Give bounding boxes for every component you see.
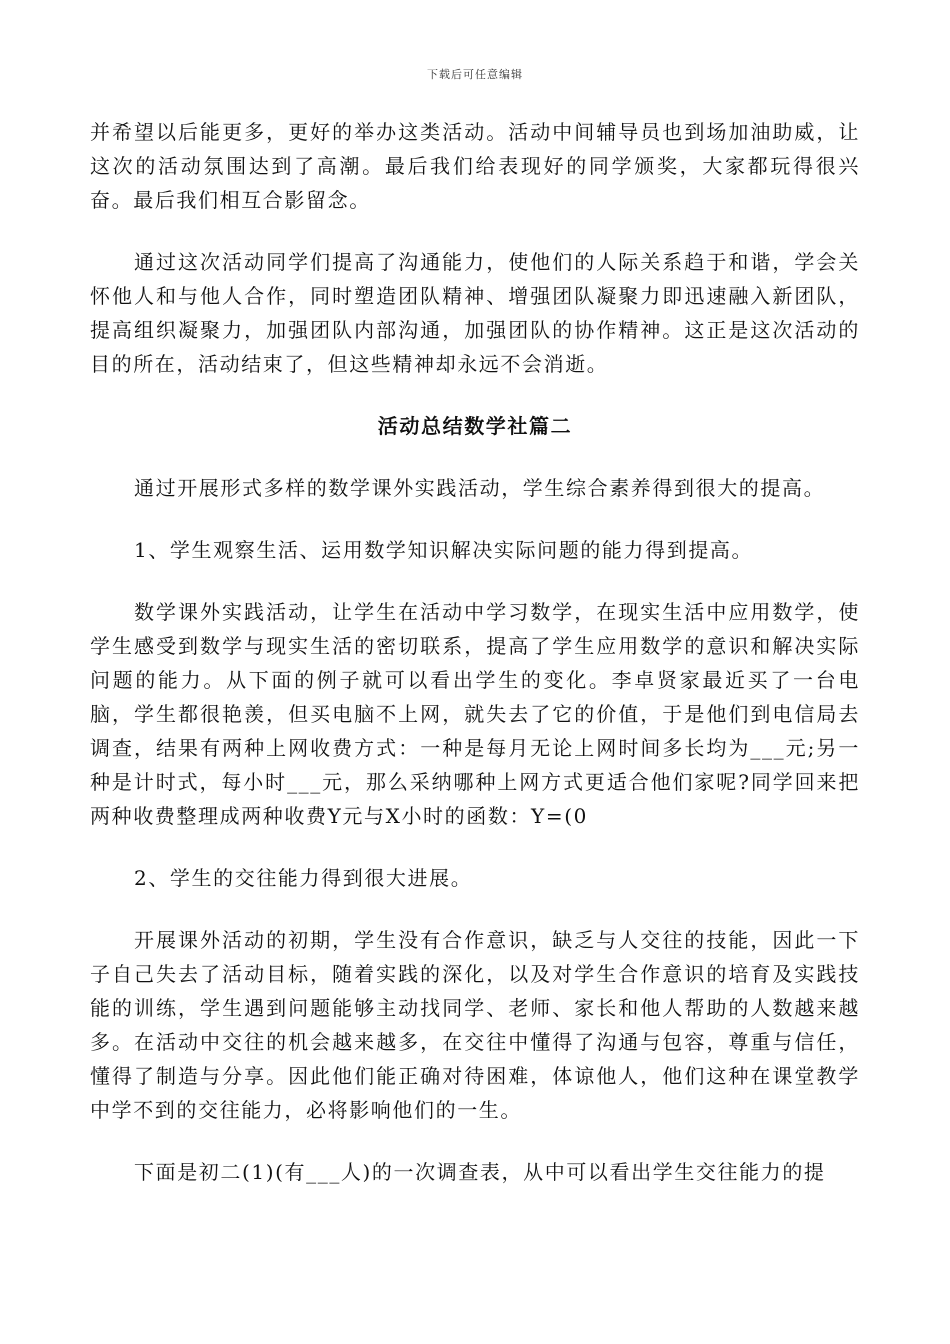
section-heading: 活动总结数学社篇二 — [377, 414, 573, 438]
paragraph-7: 开展课外活动的初期，学生没有合作意识，缺乏与人交往的技能，因此一下子自己失去了活动目标，随着实践的深化，以及对学生合作意识的培育及实践技能的训练，学生遇到问题能够主动找同学、老师、家长和他人帮助的人数越来越多。在活动中交往的机会越来越多，在交往中懂得了沟通与包容，尊重与信任，懂得了制造与分享。因此他们能正确对待困难，体谅他人，他们这种在课堂教学中学不到的交往能力，必将影响他们的一生。 — [90, 928, 860, 1122]
paragraph-6: 2、学生的交往能力得到很大进展。 — [134, 866, 473, 890]
paragraph-5: 数学课外实践活动，让学生在活动中学习数学，在现实生活中应用数学，使学生感受到数学与现实生活的密切联系，提高了学生应用数学的意识和解决实际问题的能力。从下面的例子就可以看出学生的变化。李卓贤家最近买了一台电脑，学生都很艳羡，但买电脑不上网，就失去了它的价值，于是他们到电信局去调查，结果有两种上网收费方式：一种是每月无论上网时间多长均为___元;另一种是计时式，每小时___元，那么采纳哪种上网方式更适合他们家呢?同学回来把两种收费整理成两种收费Y元与X小时的函数：Y=(0 — [90, 600, 860, 828]
page-header: 下载后可任意编辑 — [427, 68, 523, 81]
paragraph-1: 并希望以后能更多，更好的举办这类活动。活动中间辅导员也到场加油助威，让这次的活动氛围达到了高潮。最后我们给表现好的同学颁奖，大家都玩得很兴奋。最后我们相互合影留念。 — [90, 120, 860, 212]
paragraph-3: 通过开展形式多样的数学课外实践活动，学生综合素养得到很大的提高。 — [134, 476, 826, 500]
paragraph-4: 1、学生观察生活、运用数学知识解决实际问题的能力得到提高。 — [134, 538, 754, 562]
paragraph-8: 下面是初二(1)(有___人)的一次调查表，从中可以看出学生交往能力的提 — [134, 1160, 826, 1184]
document-body — [90, 115, 860, 1189]
paragraph-2: 通过这次活动同学们提高了沟通能力，使他们的人际关系趋于和谐，学会关怀他人和与他人合作，同时塑造团队精神、增强团队凝聚力即迅速融入新团队，提高组织凝聚力，加强团队内部沟通，加强团队的协作精神。这正是这次活动的目的所在，活动结束了，但这些精神却永远不会消逝。 — [90, 250, 860, 376]
